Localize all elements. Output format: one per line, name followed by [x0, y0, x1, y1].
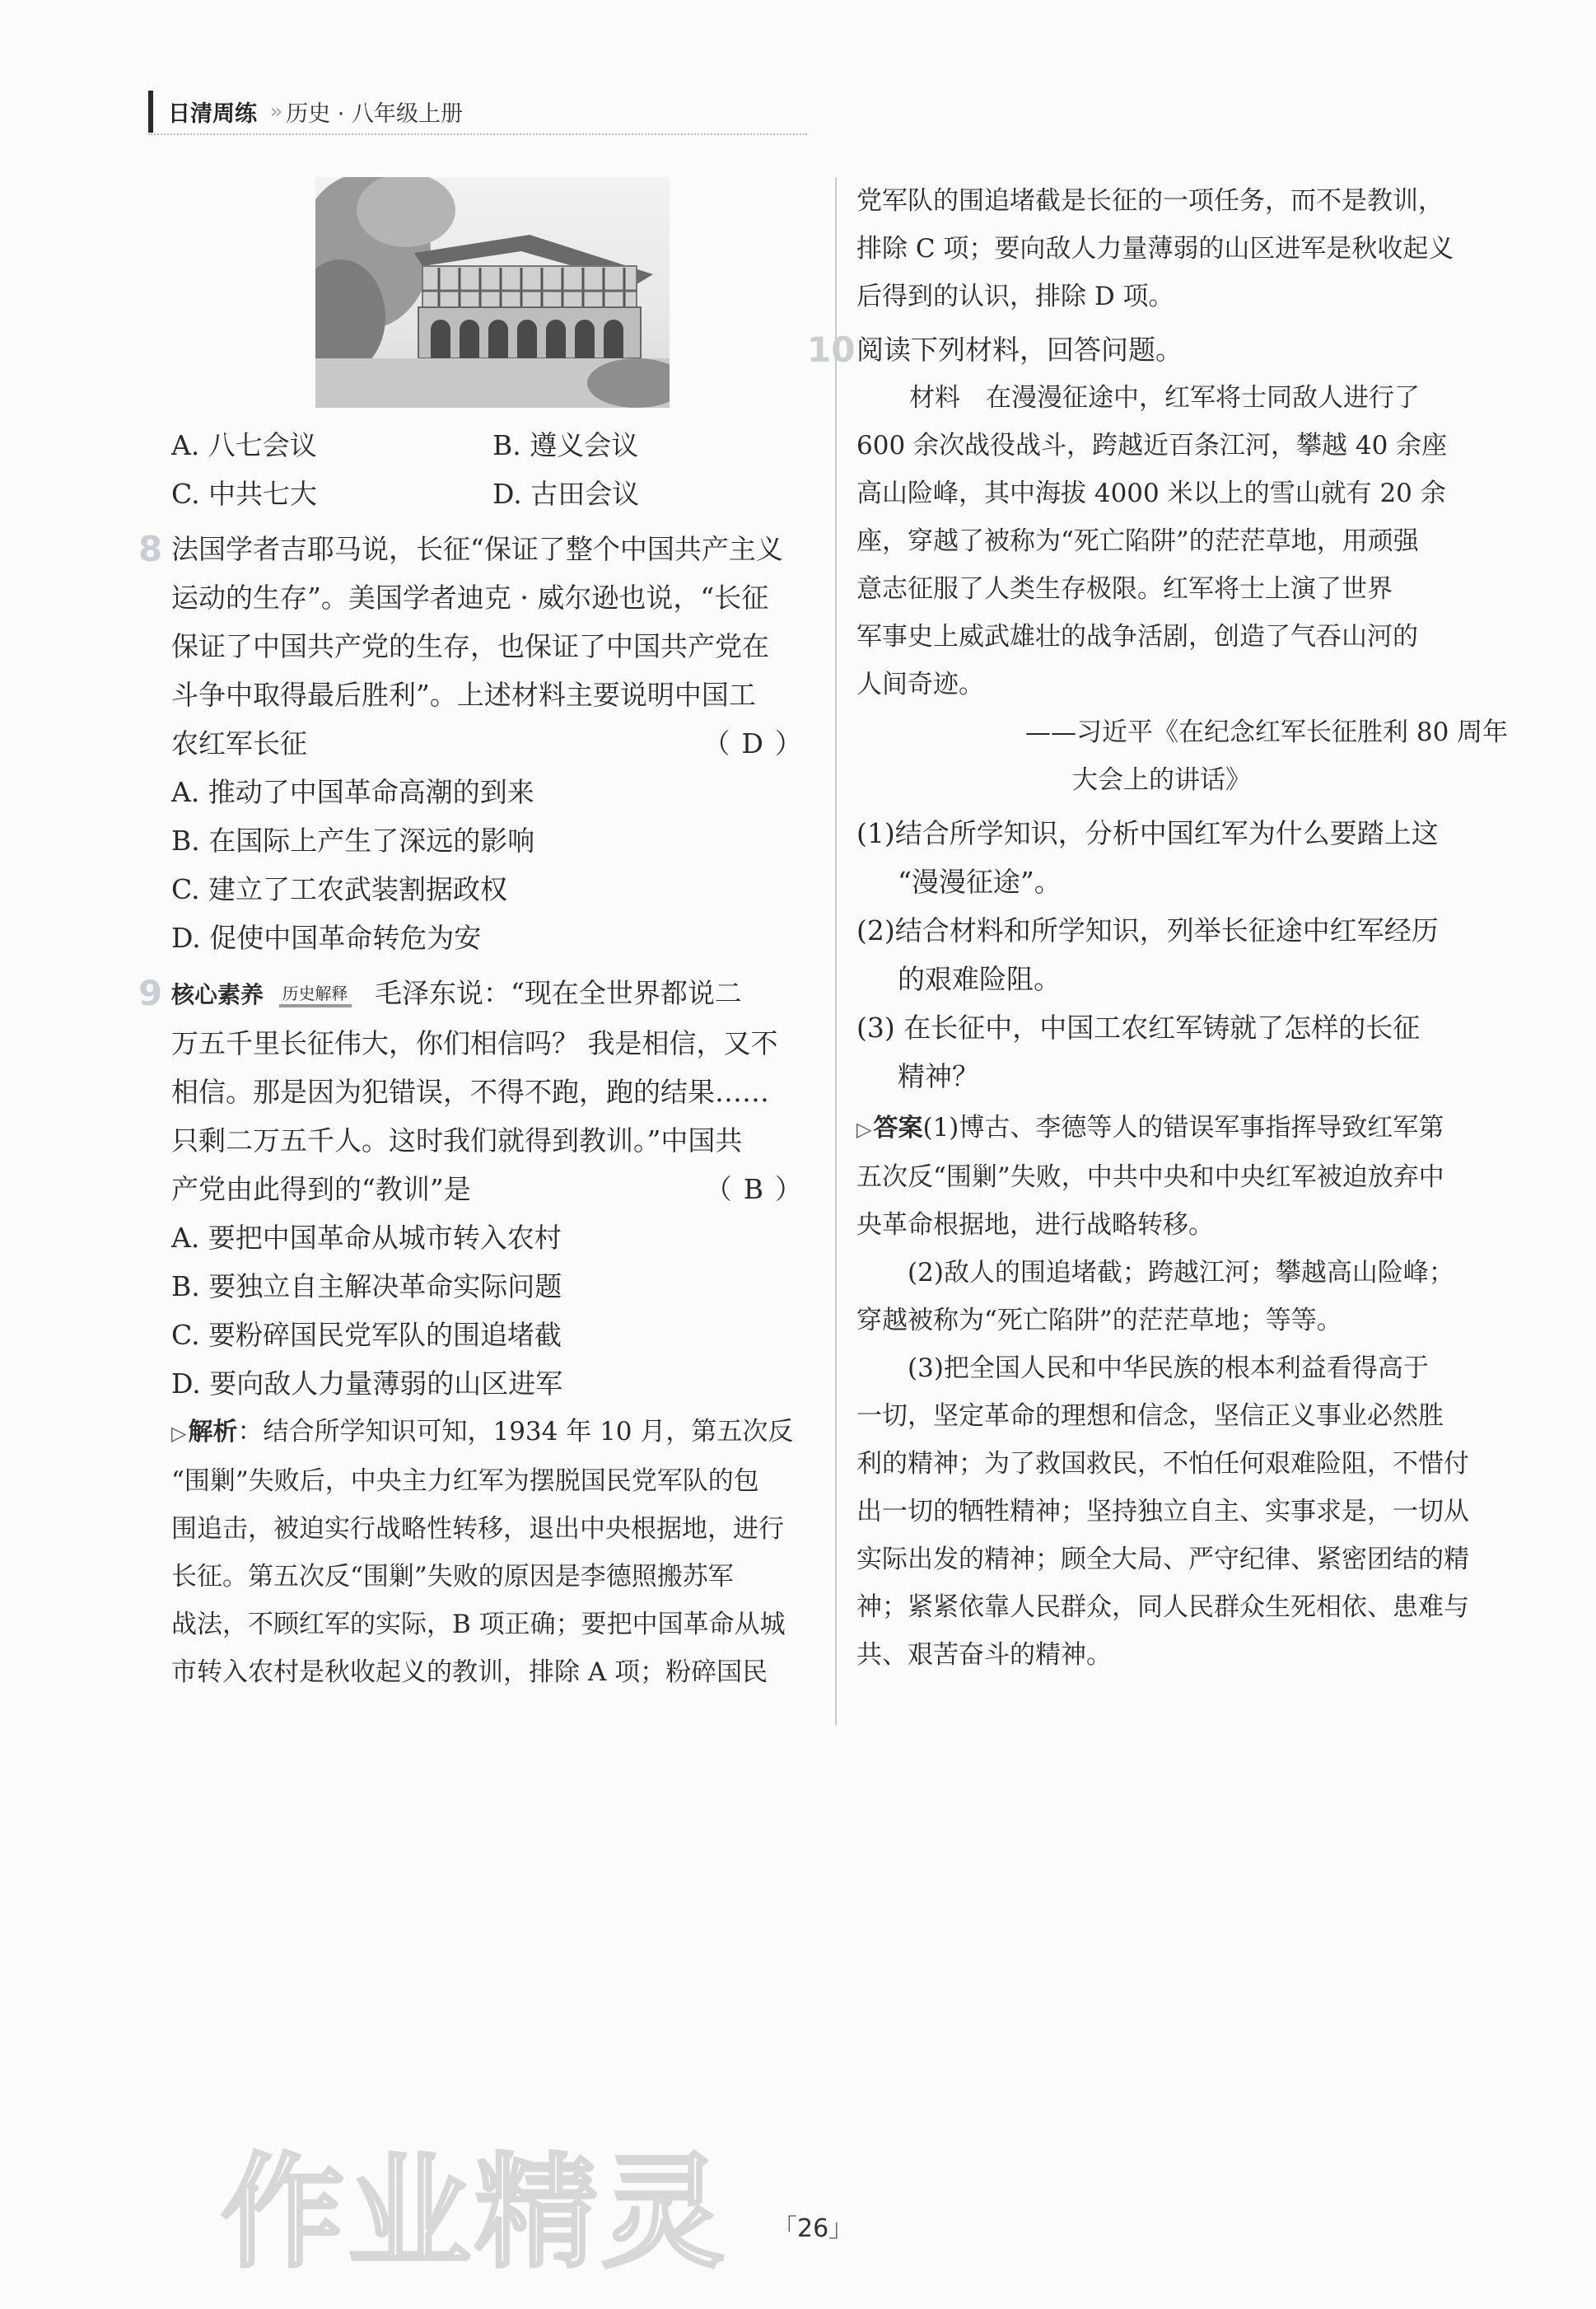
q9-option-c: C. 要粉碎国民党军队的围追堵截 — [171, 1319, 562, 1351]
page-header — [148, 91, 463, 132]
q9-option-d: D. 要向敌人力量薄弱的山区进军 — [171, 1367, 563, 1400]
q9-line: 产党由此得到的“教训”是 — [171, 1173, 471, 1205]
q10-sub-1: (1)结合所学知识，分析中国红军为什么要踏上这 — [856, 817, 1439, 849]
q8-line: 运动的生存”。美国学者迪克 · 威尔逊也说，“长征 — [171, 582, 769, 614]
material-line: 人间奇迹。 — [856, 670, 984, 699]
q10-sub-3-cont: 精神？ — [898, 1060, 979, 1092]
building-photo — [315, 177, 670, 408]
right-column — [807, 177, 1536, 1679]
q9-answer: （B） — [704, 1173, 814, 1205]
q7-option-c: C. 中共七大 — [171, 478, 318, 510]
source-line: ——习近平《在纪念红军长征胜利 80 周年 — [1025, 717, 1509, 747]
chevron-icon: ›› — [270, 100, 280, 123]
analysis-line: “围剿”失败后，中央主力红军为摆脱国民党军队的包 — [171, 1466, 759, 1496]
source-line: 大会上的讲话》 — [1072, 765, 1251, 795]
q9-analysis — [171, 1408, 814, 1457]
history-explanation-tag: 历史解释 — [279, 983, 352, 1007]
analysis-line: 市转入农村是秋收起义的教训，排除 A 项；粉碎国民 — [171, 1657, 768, 1687]
answer-line: 一切，坚定革命的理想和信念，坚信正义事业必然胜 — [856, 1401, 1444, 1431]
q10-title: 阅读下列材料，回答问题。 — [856, 334, 1183, 366]
subject-label: 历史 · 八年级上册 — [286, 100, 463, 127]
core-literacy-tag: 核心素养 — [171, 981, 264, 1008]
q9-option-a: A. 要把中国革命从城市转入农村 — [171, 1222, 562, 1254]
answer-line: 共、艰苦奋斗的精神。 — [856, 1640, 1112, 1670]
q10-sub-2: (2)结合材料和所学知识，列举长征途中红军经历 — [856, 914, 1439, 947]
question-8 — [138, 525, 814, 962]
page-number: 「26」 — [772, 2214, 854, 2243]
q8-option-c: C. 建立了工农武装割据政权 — [171, 873, 508, 905]
material-line: 材料 在漫漫征途中，红军将士同敌人进行了 — [909, 383, 1420, 413]
q9-option-b: B. 要独立自主解决革命实际问题 — [171, 1270, 562, 1302]
q8-line-last — [171, 719, 814, 768]
answer-line: (2)敌人的围追堵截；跨越江河；攀越高山险峰； — [908, 1258, 1454, 1288]
analysis-cont-line: 排除 C 项；要向敌人力量薄弱的山区进军是秋收起义 — [856, 234, 1454, 264]
q10-sub-2-cont: 的艰难险阻。 — [898, 963, 1061, 995]
answer-line: (1)博古、李德等人的错误军事指挥导致红军第 — [922, 1113, 1444, 1143]
analysis-line: 长征。第五次反“围剿”失败的原因是李德照搬苏军 — [171, 1562, 734, 1592]
left-column — [138, 177, 814, 1696]
q7-option-d: D. 古田会议 — [492, 478, 640, 510]
q9-line-last — [171, 1165, 814, 1213]
q7-options — [171, 421, 814, 518]
q8-line: 斗争中取得最后胜利”。上述材料主要说明中国工 — [171, 679, 756, 711]
answer-line: 神；紧紧依靠人民群众，同人民群众生死相依、患难与 — [856, 1592, 1469, 1622]
answer-line: 出一切的牺牲精神；坚持独立自主、实事求是，一切从 — [856, 1497, 1469, 1526]
q10-number: 10 — [807, 330, 856, 370]
q8-option-d: D. 促使中国革命转危为安 — [171, 922, 482, 954]
q9-line: 毛泽东说：“现在全世界都说二 — [375, 977, 742, 1009]
q10-sub-1-cont: “漫漫征途”。 — [898, 866, 1062, 898]
q9-line: 万五千里长征伟大，你们相信吗？ 我是相信，又不 — [171, 1027, 778, 1059]
column-divider — [835, 177, 837, 1726]
question-10 — [807, 325, 1536, 1679]
q8-answer: （D） — [702, 727, 814, 760]
q8-number: 8 — [138, 529, 163, 569]
material-line: 600 余次战役战斗，跨越近百条江河，攀越 40 余座 — [856, 431, 1448, 460]
q8-line: 法国学者吉耶马说，长征“保证了整个中国共产主义 — [171, 533, 783, 565]
material-line: 座，穿越了被称为“死亡陷阱”的茫茫草地，用顽强 — [856, 526, 1419, 556]
answer-line: 穿越被称为“死亡陷阱”的茫茫草地；等等。 — [856, 1306, 1342, 1335]
triangle-icon: ▷ — [171, 1422, 187, 1445]
analysis-line: 战法，不顾红军的实际，B 项正确；要把中国革命从城 — [171, 1610, 786, 1639]
analysis-line: ：结合所学知识可知，1934 年 10 月，第五次反 — [237, 1417, 794, 1447]
q9-number: 9 — [138, 973, 163, 1013]
material-line: 意志征服了人类生存极限。红军将士上演了世界 — [856, 574, 1393, 604]
q9-line: 相信。那是因为犯错误，不得不跑，跑的结果…… — [171, 1076, 769, 1108]
answer-line: 实际出发的精神；顾全大局、严守纪律、紧密团结的精 — [856, 1545, 1469, 1574]
answer-line: 五次反“围剿”失败，中共中央和中央红军被迫放弃中 — [856, 1162, 1444, 1192]
q7-option-b: B. 遵义会议 — [492, 429, 639, 461]
q8-line: 农红军长征 — [171, 727, 307, 760]
q8-option-a: A. 推动了中国革命高潮的到来 — [171, 776, 534, 808]
answer-label: 答案 — [873, 1114, 923, 1143]
triangle-icon: ▷ — [856, 1118, 872, 1141]
q7-option-a: A. 八七会议 — [171, 429, 317, 461]
material-line: 高山险峰，其中海拔 4000 米以上的雪山就有 20 余 — [856, 479, 1446, 508]
q8-option-b: B. 在国际上产生了深远的影响 — [171, 825, 535, 857]
q8-line: 保证了中国共产党的生存，也保证了中国共产党在 — [171, 630, 769, 662]
q10-answer — [856, 1104, 1536, 1153]
q9-line: 只剩二万五千人。这时我们就得到教训。”中国共 — [171, 1124, 743, 1157]
header-divider — [148, 133, 807, 135]
answer-line: (3)把全国人民和中华民族的根本利益看得高于 — [908, 1353, 1429, 1383]
brand-label: 日清周练 — [148, 91, 268, 133]
answer-line: 央革命根据地，进行战略转移。 — [856, 1210, 1214, 1240]
material-line: 军事史上威武雄壮的战争活剧，创造了气吞山河的 — [856, 622, 1418, 652]
q10-sub-3: (3) 在长征中，中国工农红军铸就了怎样的长征 — [856, 1012, 1421, 1044]
analysis-line: 围追击，被迫实行战略性转移，退出中央根据地，进行 — [171, 1514, 784, 1544]
analysis-cont-line: 后得到的认识，排除 D 项。 — [856, 282, 1174, 311]
analysis-label: 解析 — [188, 1418, 238, 1447]
answer-line: 利的精神；为了救国救民，不怕任何艰难险阻，不惜付 — [856, 1449, 1469, 1479]
watermark-logo: 作业精灵 — [221, 2142, 729, 2285]
analysis-cont-line: 党军队的围追堵截是长征的一项任务，而不是教训， — [856, 186, 1444, 216]
question-9 — [138, 969, 814, 1696]
